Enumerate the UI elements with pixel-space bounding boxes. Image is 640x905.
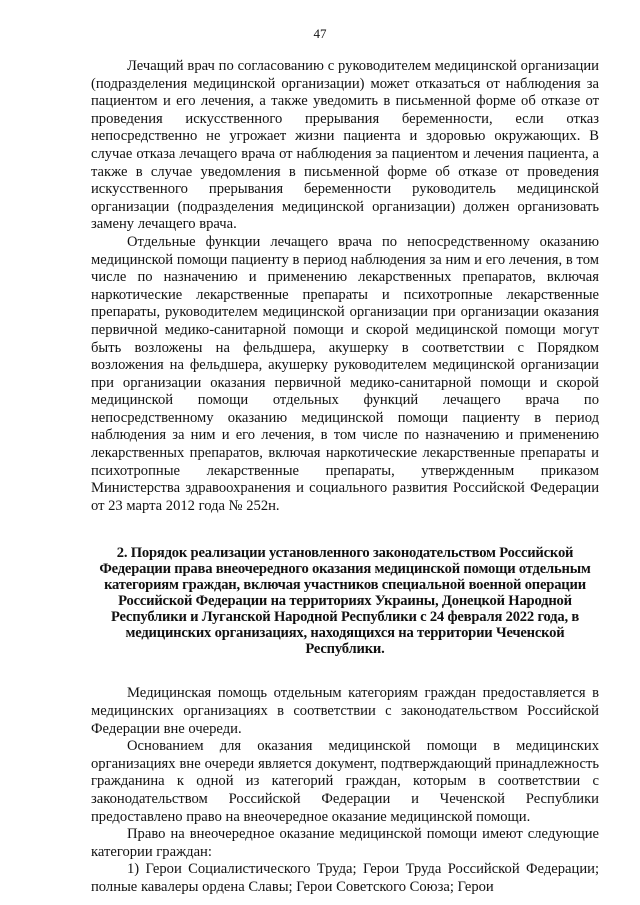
- page-number: 47: [313, 26, 327, 41]
- paragraph-medical-help: Медицинская помощь отдельным категориям граждан предоставляется в медицинских организациях в соответствии с законодательством Российской Федерации вне очереди.: [91, 685, 599, 737]
- section-title: 2. Порядок реализации установленного законодательством Российской Федерации права внеочередного оказания медицинской помощи отдельным категориям граждан, включая участников специальной военной операции Российской Федерации на территориях Украины, Донецкой Народной Республики и Луганской Народной Республики с 24 февраля 2022 года, в медицинских организациях, находящихся на территории Чеченской Республики.: [99, 545, 591, 658]
- paragraph-doctor-refusal: Лечащий врач по согласованию с руководителем медицинской организации (подразделения медицинской организации) может отказаться от наблюдения за пациентом и его лечения, а также уведомить в письменной форме об отказе от проведения искусственного прерывания беременности, если отказ непосредственно не угрожает жизни пациента и здоровью окружающих. В случае отказа лечащего врача от наблюдения за пациентом и лечения пациента, а также в случае уведомления в письменной форме об отказе от проведения искусственного прерывания беременности руководитель медицинской организации (подразделения медицинской организации) должен организовать замену лечащего врача.: [91, 58, 599, 233]
- paragraph-basis: Основанием для оказания медицинской помощи в медицинских организациях вне очереди является документ, подтверждающий принадлежность гражданина к одной из категорий граждан, которым в соответствии с законодательством Российской Федерации и Чеченской Республики предоставлено право на внеочередное оказание медицинской помощи.: [91, 738, 599, 825]
- paragraph-doctor-functions: Отдельные функции лечащего врача по непосредственному оказанию медицинской помощи пациенту в период наблюдения за ним и его лечения, в том числе по назначению и применению лекарственных препаратов, включая наркотические лекарственные препараты и психотропные лекарственные препараты, руководителем медицинской организации при организации оказания первичной медико-санитарной помощи и скорой медицинской помощи могут быть возложены на фельдшера, акушерку в соответствии с Порядком возложения на фельдшера, акушерку руководителем медицинской организации при организации оказания первичной медико-санитарной помощи и скорой медицинской помощи отдельных функций лечащего врача по непосредственному оказанию медицинской помощи пациенту в период наблюдения за ним и его лечения, в том числе по назначению и применению лекарственных препаратов, включая наркотические лекарственные препараты и психотропные лекарственные препараты, утвержденным приказом Министерства здравоохранения и социального развития Российской Федерации от 23 марта 2012 года № 252н.: [91, 233, 599, 514]
- paragraph-category-1: 1) Герои Социалистического Труда; Герои Труда Российской Федерации; полные кавалеры ордена Славы; Герои Советского Союза; Герои: [91, 861, 599, 895]
- paragraph-categories-intro: Право на внеочередное оказание медицинской помощи имеют следующие категории граждан:: [91, 826, 599, 860]
- document-body: [91, 58, 599, 897]
